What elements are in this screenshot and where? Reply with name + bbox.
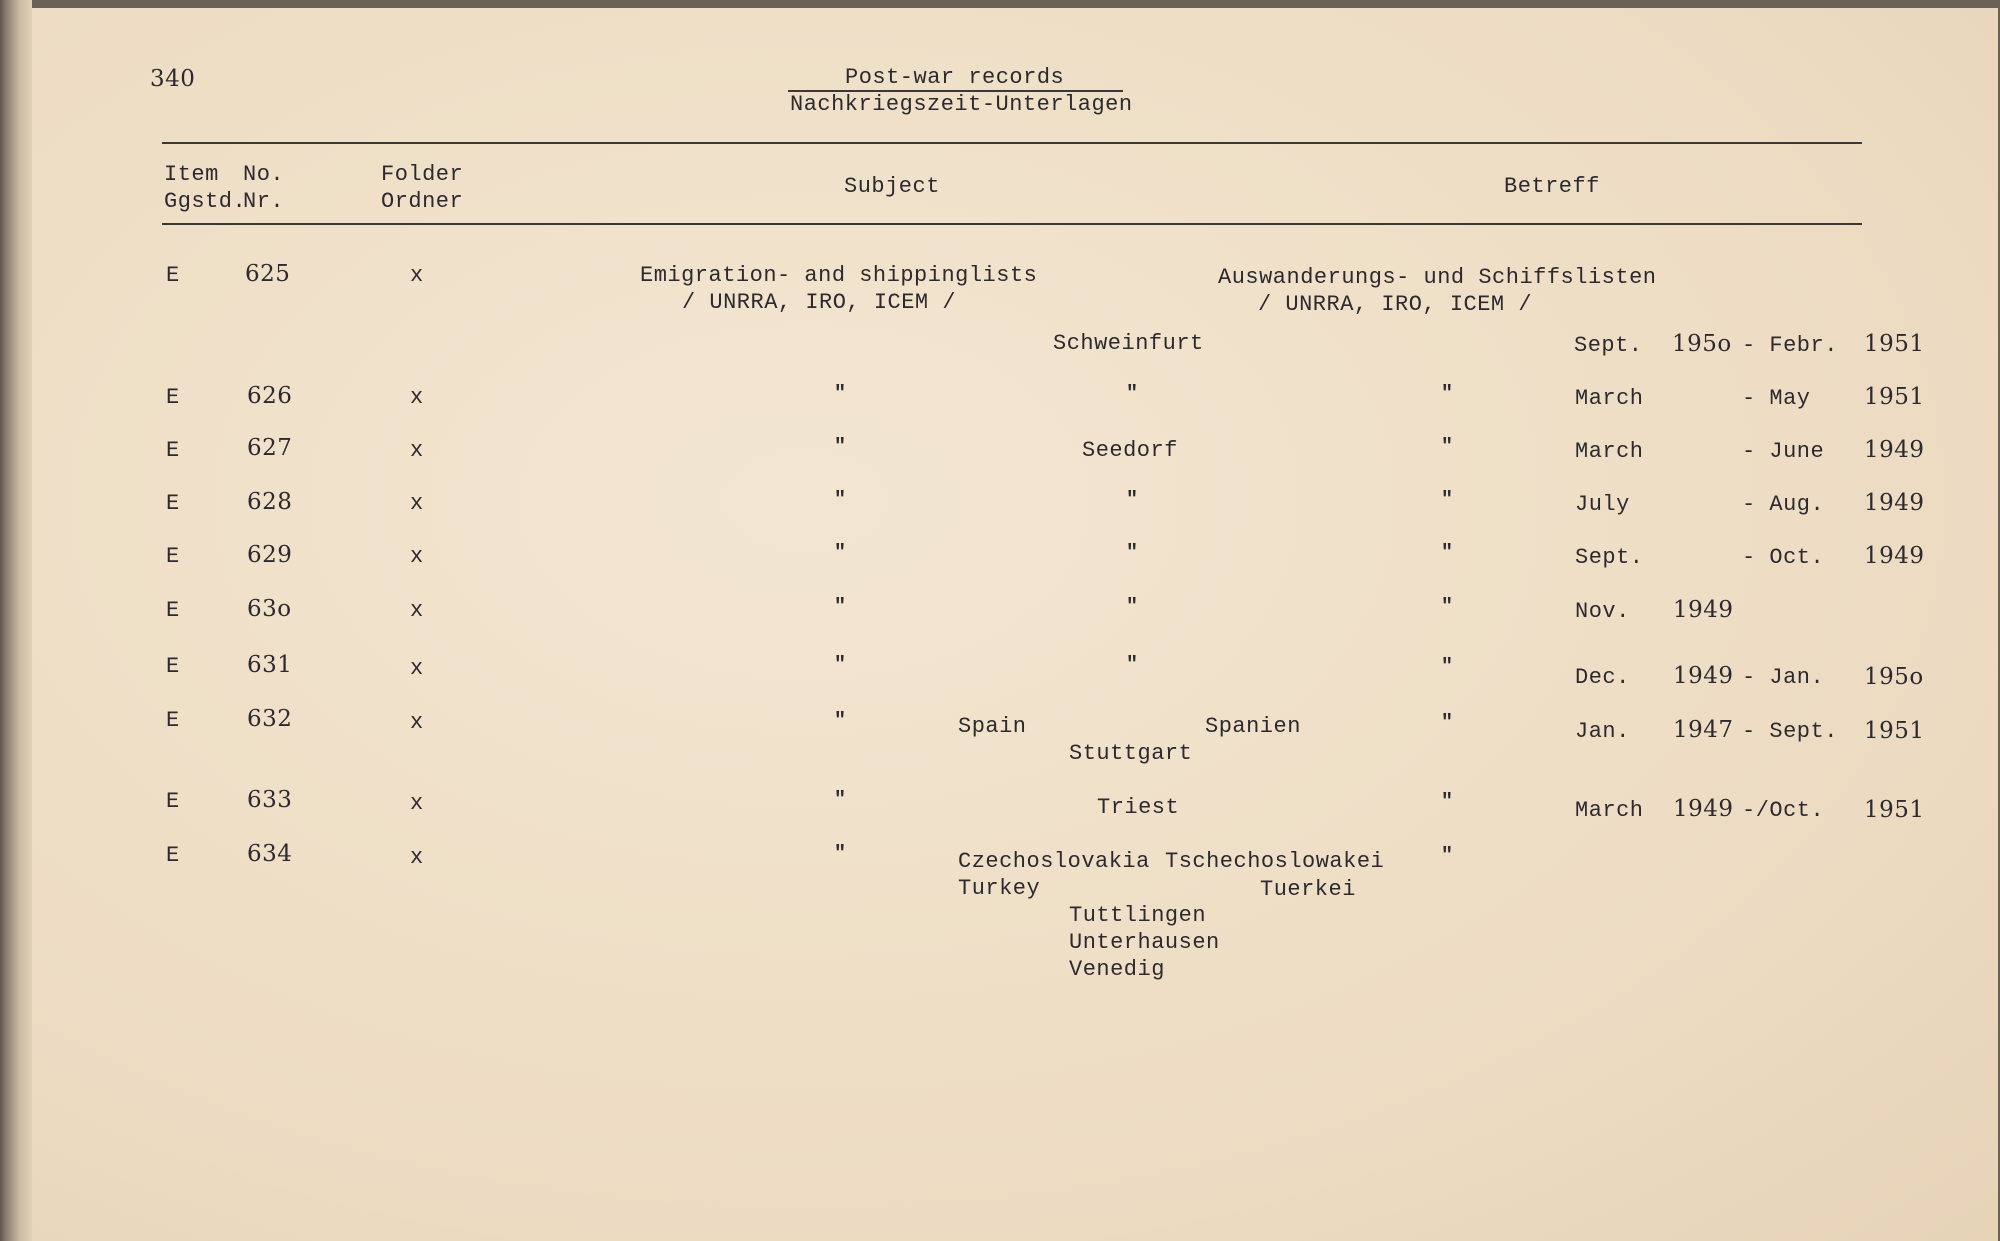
- year-from: 1949: [1673, 796, 1734, 822]
- date-to: - Sept.: [1742, 719, 1838, 744]
- ditto-mark: ": [1441, 791, 1454, 814]
- page-title: Post-war records: [845, 65, 1065, 90]
- page-subtitle: Nachkriegszeit-Unterlagen: [790, 92, 1133, 117]
- ditto-mark: ": [1441, 383, 1454, 406]
- country-de-cell: Spanien: [1205, 714, 1301, 739]
- date-to: - June: [1742, 439, 1825, 464]
- place-cell: ": [1126, 542, 1139, 565]
- date-from: Jan.: [1575, 719, 1630, 744]
- document-page: [10, 8, 1998, 1241]
- date-from: Dec.: [1575, 665, 1630, 690]
- header-no-de: Nr.: [243, 189, 285, 214]
- year-to: 195o: [1864, 664, 1924, 690]
- place-cell: ": [1126, 596, 1139, 619]
- header-item-de: Ggstd.: [164, 189, 247, 214]
- folder-cell: x: [410, 656, 424, 681]
- ditto-mark: ": [1441, 656, 1454, 679]
- ditto-mark: ": [834, 654, 847, 677]
- date-to: - Jan.: [1742, 665, 1825, 690]
- year-to: 1949: [1864, 490, 1925, 516]
- place-cell: ": [1126, 489, 1139, 512]
- number-cell: 633: [247, 787, 293, 813]
- item-cell: E: [166, 708, 180, 733]
- place-cell: Venedig: [1069, 957, 1165, 982]
- ditto-mark: ": [834, 383, 847, 406]
- ditto-mark: ": [1441, 596, 1454, 619]
- date-from: Nov.: [1575, 599, 1630, 624]
- date-from: March: [1575, 798, 1644, 823]
- betreff-cell: Auswanderungs- und Schiffslisten: [1218, 265, 1657, 290]
- date-from: Sept.: [1574, 333, 1643, 358]
- folder-cell: x: [410, 491, 424, 516]
- year-from: 1949: [1673, 597, 1734, 623]
- date-from: July: [1575, 492, 1630, 517]
- header-betreff: Betreff: [1504, 174, 1600, 199]
- book-binding-edge: [0, 0, 32, 1241]
- folder-cell: x: [410, 791, 424, 816]
- ditto-mark: ": [1441, 436, 1454, 459]
- date-to: -/Oct.: [1742, 798, 1825, 823]
- place-cell: Tuttlingen: [1069, 903, 1207, 928]
- date-to: - Febr.: [1742, 333, 1838, 358]
- place-cell: ": [1126, 654, 1139, 677]
- country-de-cell: Tschechoslowakei: [1165, 849, 1385, 874]
- ditto-mark: ": [834, 843, 847, 866]
- number-cell: 625: [245, 261, 291, 287]
- number-cell: 631: [247, 652, 293, 678]
- number-cell: 629: [247, 542, 293, 568]
- year-to: 1951: [1864, 331, 1925, 357]
- number-cell: 632: [247, 706, 293, 732]
- date-to: - Aug.: [1742, 492, 1825, 517]
- folder-cell: x: [410, 385, 424, 410]
- country-cell: Turkey: [958, 876, 1041, 901]
- header-rule-top: [162, 142, 1862, 144]
- year-from: 1949: [1673, 663, 1734, 689]
- header-no: No.: [243, 162, 285, 187]
- folder-cell: x: [410, 710, 424, 735]
- place-cell: Stuttgart: [1069, 741, 1193, 766]
- header-folder: Folder: [381, 162, 464, 187]
- country-de-cell: Tuerkei: [1260, 877, 1356, 902]
- country-cell: Czechoslovakia: [958, 849, 1150, 874]
- folder-cell: x: [410, 845, 424, 870]
- folder-cell: x: [410, 598, 424, 623]
- ditto-mark: ": [1441, 489, 1454, 512]
- ditto-mark: ": [834, 542, 847, 565]
- item-cell: E: [166, 654, 180, 679]
- ditto-mark: ": [834, 489, 847, 512]
- subject-organizations: / UNRRA, IRO, ICEM /: [682, 290, 957, 315]
- place-cell: Unterhausen: [1069, 930, 1220, 955]
- subject-cell: Emigration- and shippinglists: [640, 263, 1038, 288]
- year-to: 1951: [1864, 718, 1925, 744]
- item-cell: E: [166, 491, 180, 516]
- ditto-mark: ": [1441, 845, 1454, 868]
- date-to: - May: [1742, 386, 1811, 411]
- ditto-mark: ": [834, 710, 847, 733]
- date-from: Sept.: [1575, 545, 1644, 570]
- item-cell: E: [166, 843, 180, 868]
- ditto-mark: ": [834, 789, 847, 812]
- ditto-mark: ": [1441, 712, 1454, 735]
- number-cell: 634: [247, 841, 293, 867]
- ditto-mark: ": [1441, 542, 1454, 565]
- date-from: March: [1575, 439, 1644, 464]
- folder-cell: x: [410, 544, 424, 569]
- year-to: 1949: [1864, 543, 1925, 569]
- header-item: Item: [164, 162, 219, 187]
- place-cell: Seedorf: [1082, 438, 1178, 463]
- item-cell: E: [166, 789, 180, 814]
- folder-cell: x: [410, 438, 424, 463]
- page-number: 340: [150, 66, 196, 92]
- header-subject: Subject: [844, 174, 940, 199]
- year-from: 195o: [1672, 331, 1732, 357]
- place-cell: Triest: [1097, 795, 1180, 820]
- item-cell: E: [166, 385, 180, 410]
- year-to: 1949: [1864, 437, 1925, 463]
- ditto-mark: ": [834, 596, 847, 619]
- number-cell: 627: [247, 435, 293, 461]
- year-to: 1951: [1864, 384, 1925, 410]
- header-folder-de: Ordner: [381, 189, 464, 214]
- item-cell: E: [166, 598, 180, 623]
- number-cell: 63o: [247, 596, 292, 622]
- date-to: - Oct.: [1742, 545, 1825, 570]
- country-cell: Spain: [958, 714, 1027, 739]
- item-cell: E: [166, 544, 180, 569]
- ditto-mark: ": [834, 436, 847, 459]
- item-cell: E: [166, 263, 180, 288]
- item-cell: E: [166, 438, 180, 463]
- place-cell: ": [1126, 383, 1139, 406]
- header-rule-bottom: [162, 223, 1862, 225]
- folder-cell: x: [410, 263, 424, 288]
- number-cell: 626: [247, 383, 293, 409]
- date-from: March: [1575, 386, 1644, 411]
- year-to: 1951: [1864, 797, 1925, 823]
- number-cell: 628: [247, 489, 293, 515]
- place-cell: Schweinfurt: [1053, 331, 1204, 356]
- year-from: 1947: [1673, 717, 1734, 743]
- betreff-organizations: / UNRRA, IRO, ICEM /: [1258, 292, 1533, 317]
